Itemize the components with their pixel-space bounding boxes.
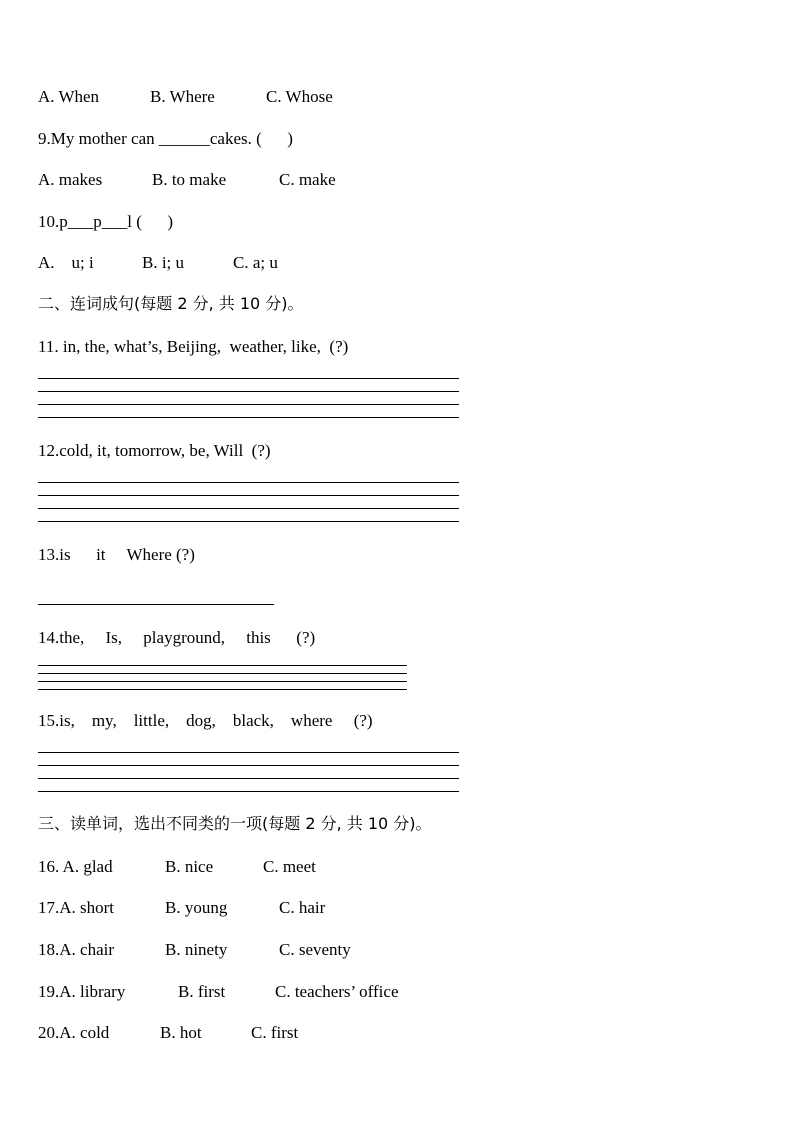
answer-line [38, 681, 407, 682]
answer-line [38, 791, 459, 792]
q19-option-b: B. first [178, 982, 226, 1001]
q8-option-c: C. Whose [266, 87, 333, 106]
q17-option-a: 17.A. short [38, 898, 115, 917]
q10-option-a: A. u; i [38, 253, 94, 272]
q8-option-b: B. Where [150, 87, 215, 106]
q13-stem: 13.is it Where (?) [38, 545, 195, 564]
section3-heading: 三、读单词，选出不同类的一项(每题 2 分, 共 10 分)。 [38, 814, 432, 833]
q16-option-a: 16. A. glad [38, 857, 113, 876]
answer-line [38, 778, 459, 779]
q20-option-a: 20.A. cold [38, 1023, 110, 1042]
q18-option-c: C. seventy [279, 940, 351, 959]
q17-option-c: C. hair [279, 898, 326, 917]
q20-option-c: C. first [251, 1023, 299, 1042]
q9-prefix: 9.My mother can [38, 129, 159, 148]
answer-line [38, 673, 407, 674]
answer-line [38, 752, 459, 753]
q9-option-c: C. make [279, 170, 336, 189]
q18-option-a: 18.A. chair [38, 940, 115, 959]
q9-option-b: B. to make [152, 170, 227, 189]
q14-stem: 14.the, Is, playground, this (?) [38, 628, 316, 647]
q19-option-a: 19.A. library [38, 982, 126, 1001]
answer-line [38, 508, 459, 509]
q16-option-c: C. meet [263, 857, 316, 876]
answer-line [38, 417, 459, 418]
q10-option-c: C. a; u [233, 253, 278, 272]
answer-line [38, 604, 274, 605]
answer-line [38, 378, 459, 379]
q17-option-b: B. young [165, 898, 228, 917]
q19-option-c: C. teachers’ office [275, 982, 399, 1001]
answer-line [38, 391, 459, 392]
q18-option-b: B. ninety [165, 940, 228, 959]
q8-option-a: A. When [38, 87, 100, 106]
q20-option-b: B. hot [160, 1023, 202, 1042]
q9-stem [38, 129, 293, 149]
answer-line [38, 665, 407, 666]
answer-line [38, 482, 459, 483]
q12-stem: 12.cold, it, tomorrow, be, Will (?) [38, 441, 271, 460]
q9-option-a: A. makes [38, 170, 103, 189]
answer-line [38, 689, 407, 690]
q16-option-b: B. nice [165, 857, 214, 876]
q9-blank: ______ [158, 129, 210, 148]
q9-suffix: cakes. ( ) [209, 129, 293, 148]
answer-line [38, 765, 459, 766]
answer-line [38, 495, 459, 496]
q15-stem: 15.is, my, little, dog, black, where (?) [38, 711, 373, 730]
answer-line [38, 521, 459, 522]
q10-option-b: B. i; u [142, 253, 185, 272]
q10-stem: 10.p___p___l ( ) [38, 212, 174, 231]
section2-heading: 二、连词成句(每题 2 分, 共 10 分)。 [38, 294, 304, 313]
q11-stem: 11. in, the, what’s, Beijing, weather, like, (?) [38, 337, 349, 356]
answer-line [38, 404, 459, 405]
